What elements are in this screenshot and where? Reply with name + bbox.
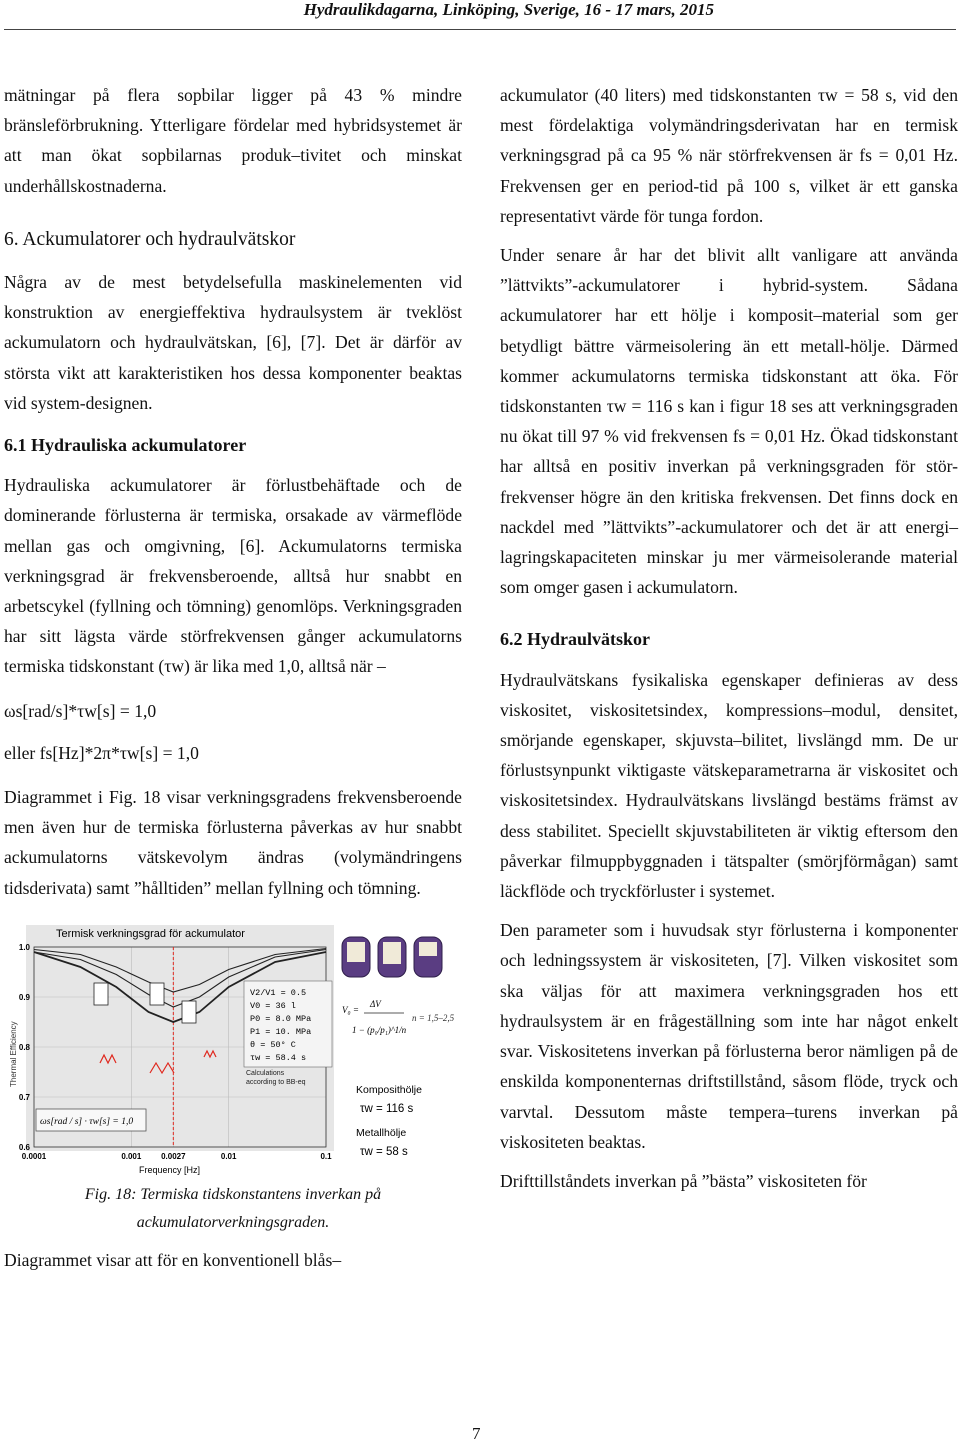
polytropic-equation bbox=[342, 999, 455, 1035]
right-paragraph-1: ackumulator (40 liters) med tidskonstanten τw = 58 s, vid den mest fördelaktiga volymändringsderivatan har en termisk verkningsgrad på ca 95 % när störfrekvensen är fs = 0,01 Hz. Frekvensen ger en period-tid på 100 s, vilket är ett ganska representativt värde för tunga fordon. bbox=[500, 85, 958, 226]
formula-omega: ωs[rad/s]*τw[s] = 1,0 bbox=[4, 700, 157, 721]
section-heading-6-2: 6.2 Hydraulvätskor bbox=[500, 629, 651, 650]
calc-note-line-2: according to BB-eq bbox=[246, 1078, 306, 1086]
section-heading-6-1: 6.1 Hydrauliska ackumulatorer bbox=[4, 435, 247, 456]
y-tick-label: 0.6 bbox=[18, 1142, 30, 1152]
left-column bbox=[4, 80, 462, 1275]
y-tick-label: 1.0 bbox=[18, 942, 30, 952]
x-tick-label: 0.0027 bbox=[161, 1151, 186, 1161]
left-paragraph-5: Diagrammet visar att för en konventionell blås– bbox=[4, 1249, 342, 1270]
metal-shell-tau: τw = 58 s bbox=[360, 1145, 408, 1158]
left-paragraph-4: Diagrammet i Fig. 18 visar verkningsgradens frekvensberoende men även hur de termiska förlusterna påverkas av hur snabbt ackumulatorns vätskevolym ändras (volymändringens tidsderivata) samt ”hålltiden” mellan fyllning och tömning. bbox=[4, 787, 462, 898]
y-axis-label: Thermal Efficiency bbox=[9, 1021, 18, 1087]
x-tick-label: 0.001 bbox=[121, 1151, 142, 1161]
right-paragraph-5: Drifttillståndets inverkan på ”bästa” viskositeten för bbox=[500, 1170, 867, 1191]
right-paragraph-4: Den parameter som i huvudsak styr förlusterna i komponenter och ledningssystem är viskositeten, [7]. Vilken viskositet som ska väljas för att maximera verkningsgraden hos ett hydraulsystem är en frågeställning som inte har något enkelt svar. Viskositetens inverkan på förlusterna beror nämligen på de enskilda komponenternas driftstillstånd, såsom flöde, tryck och varvtal. Dessutom måste tempera–turens inverkan på viskositeten beaktas. bbox=[500, 920, 958, 1152]
y-tick-label: 0.7 bbox=[18, 1092, 30, 1102]
chart-title: Termisk verkningsgrad för ackumulator bbox=[56, 927, 245, 940]
svg-text:ΔV: ΔV bbox=[370, 998, 381, 1009]
section-heading-6: 6. Ackumulatorer och hydraulvätskor bbox=[4, 228, 296, 250]
y-tick-label: 0.8 bbox=[18, 1042, 30, 1052]
header-text: Hydraulikdagarna, Linköping, Sverige, 16 - 17 mars, 2015 bbox=[303, 0, 714, 19]
parameter-line: V0 = 36 l bbox=[250, 1000, 296, 1011]
svg-text:V₀ =: V₀ = bbox=[342, 1004, 359, 1015]
y-tick-label: 0.9 bbox=[18, 992, 30, 1002]
parameter-line: τw = 58.4 s bbox=[250, 1052, 307, 1063]
left-paragraph-3: Hydrauliska ackumulatorer är förlustbehäftade och de dominerande förlusterna är termiska, orsakade av värmeflöde mellan gas och omgivning, [6]. Ackumulatorns termiska verkningsgrad är frekvensberoende, alltså hur snabbt en arbetscykel (fyllning och tömning) genomlöps. Verkningsgraden har sitt lägsta värde störfrekvensen gånger ackumulatorns termiska tidskonstant (τw) är lika med 1,0, alltså när – bbox=[4, 475, 462, 677]
page-header bbox=[0, 0, 960, 24]
x-axis-label: Frequency [Hz] bbox=[139, 1164, 201, 1175]
x-tick-label: 0.0001 bbox=[21, 1151, 47, 1161]
figure-caption bbox=[4, 1181, 462, 1237]
formula-frequency: eller fs[Hz]*2π*τw[s] = 1,0 bbox=[4, 742, 199, 763]
x-tick-label: 0.01 bbox=[220, 1151, 237, 1161]
composite-shell-label: Komposithölje bbox=[356, 1083, 422, 1096]
right-paragraph-2: Under senare år har det blivit allt vanligare att använda ”lättvikts”-ackumulatorer i hybrid-system. Sådana ackumulatorer har ett hölje i komposit–material som ger betydligt bättre värmeisolering än ett metall-hölje. Därmed kommer ackumulatorns termiska tidskonstant att öka. För tidskonstanten τw = 116 s kan i figur 18 ses att verkningsgraden nu ökat till 97 % vid frekvensen fs = 0,01 Hz. Ökad tidskonstant har alltså en positiv inverkan på verkningsgraden för stör-frekvenser högre än den kritiska frekvensen. Det finns dock en nackdel med ”lättvikts”-ackumulatorer och det är att energi–lagringskapaciteten minskar ju mer värmeisolerande material som omger gasen i ackumulatorn. bbox=[500, 245, 958, 598]
parameter-line: P0 = 8.0 MPa bbox=[250, 1013, 312, 1024]
figure-caption-line-1: Fig. 18: Termiska tidskonstantens inverkan på bbox=[84, 1185, 382, 1203]
right-column bbox=[500, 80, 958, 1196]
parameter-line: V2/V1 = 0.5 bbox=[250, 987, 307, 998]
left-paragraph-2: Några av de mest betydelsefulla maskinelementen vid konstruktion av energieffektiva hydraulsystem är tveklöst ackumulatorn och hydraulvätskan, [6], [7]. Det är därför av största vikt att karakteristiken hos dessa komponenter beaktas vid system-designen. bbox=[4, 272, 462, 413]
inset-formula: ωs[rad / s] · τw[s] = 1,0 bbox=[40, 1116, 134, 1127]
figure-18 bbox=[4, 923, 462, 1175]
right-paragraph-3: Hydraulvätskans fysikaliska egenskaper definieras av dess viskositet, viskositetsindex, kompressions–modul, densitet, smörjande egenskaper, skjuvsta–bilitet, livslängd mm. De ur förlustsynpunkt viktigaste vätskeparametrarna är viskositet och viskositetsindex. Hydraulvätskans livslängd bestäms främst av dess stabilitet. Speciellt skjuvstabiliteten är viktig eftersom den påverkar filmuppbyggnaden i tätspalter (smörjförmågan) samt läckflöde och tryckförluster i systemet. bbox=[500, 669, 958, 902]
svg-text:1 − (p₀/p₁)^1/n: 1 − (p₀/p₁)^1/n bbox=[352, 1024, 407, 1035]
page-number: 7 bbox=[472, 1424, 481, 1443]
accumulator-pictograms bbox=[342, 937, 442, 977]
header-rule bbox=[4, 29, 956, 30]
parameter-line: θ = 50° C bbox=[250, 1039, 296, 1050]
composite-shell-tau: τw = 116 s bbox=[360, 1102, 414, 1115]
efficiency-chart bbox=[4, 923, 462, 1175]
n-exponent-label: n = 1,5–2,5 bbox=[412, 1012, 455, 1023]
metal-shell-label: Metallhölje bbox=[356, 1126, 407, 1139]
calc-note-line-1: Calculations bbox=[246, 1069, 285, 1077]
parameter-line: P1 = 10. MPa bbox=[250, 1026, 312, 1037]
left-paragraph-1: mätningar på flera sopbilar ligger på 43 % mindre bränsleförbrukning. Ytterligare fördelar med hybridsystemet är att man ökat sopbilarnas produk–tivitet och minskat underhållskostnaderna. bbox=[4, 85, 462, 196]
figure-caption-line-2: ackumulatorverkningsgraden. bbox=[136, 1213, 330, 1231]
x-tick-label: 0.1 bbox=[320, 1151, 332, 1161]
